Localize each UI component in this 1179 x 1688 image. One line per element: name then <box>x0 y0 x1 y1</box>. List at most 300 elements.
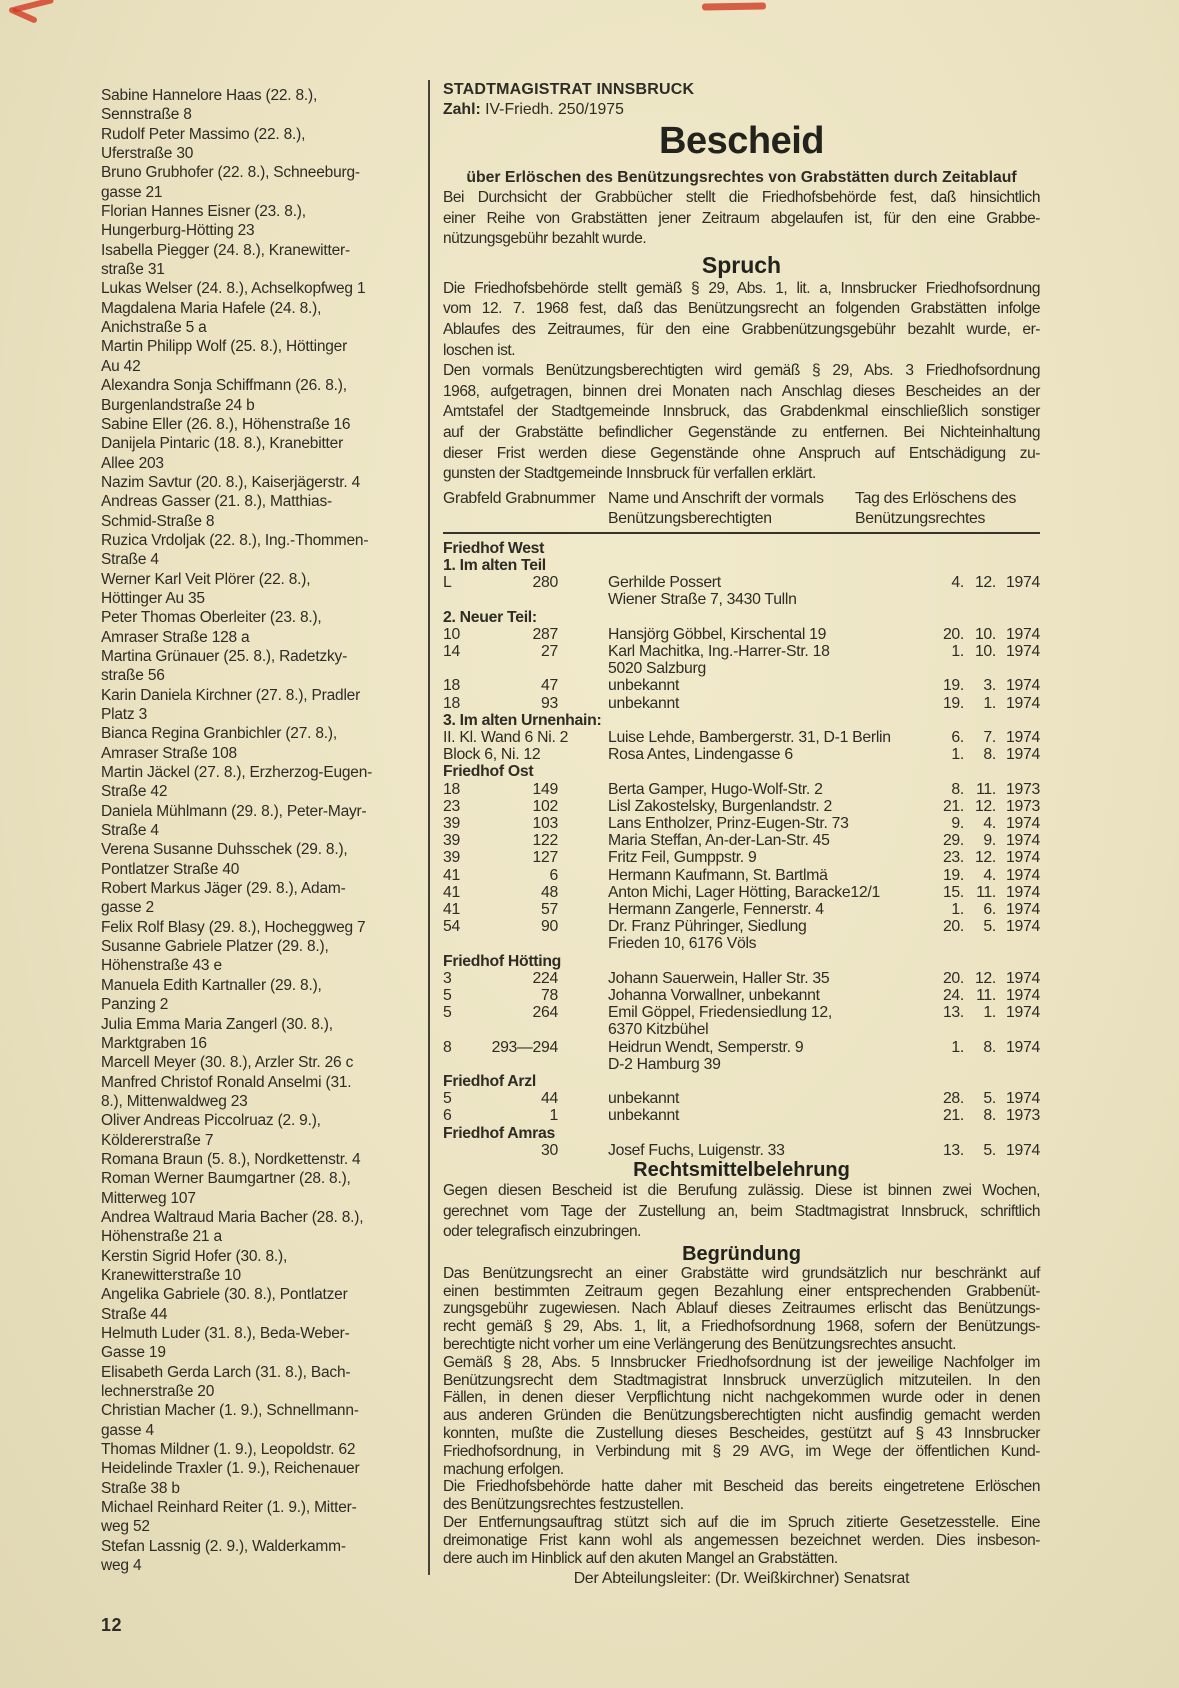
resident-line: Gasse 19 <box>101 1344 166 1362</box>
grabnummer-cell: 264 <box>532 1004 558 1022</box>
resident-line: Sabine Hannelore Haas (22. 8.), <box>101 87 318 104</box>
date-part: 1974 <box>1006 728 1040 746</box>
grave-group-row: Friedhof Ost <box>443 763 534 781</box>
authority-name: STADTMAGISTRAT INNSBRUCK <box>443 81 695 98</box>
grave-row-continuation <box>443 591 1040 608</box>
date-part: 11. <box>976 987 996 1004</box>
grave-row <box>443 987 1040 1004</box>
grave-row <box>443 918 1040 935</box>
paragraph-line: berechtigte nicht vorher um eine Verlängerung des Benützungsrechtes ansucht. <box>443 1336 956 1353</box>
date-part: 8. <box>951 780 964 798</box>
grabnummer-cell <box>483 591 558 608</box>
date-cell <box>920 781 1040 798</box>
resident-line: Pontlatzer Straße 40 <box>101 860 240 878</box>
grabfeld-cell: L <box>443 574 452 592</box>
grabnummer-cell: 90 <box>541 918 558 936</box>
date-part: 1. <box>983 1004 996 1022</box>
date-part: 28. <box>942 1090 964 1108</box>
grabfeld-cell: 5 <box>443 1004 452 1022</box>
date-part: 12. <box>974 797 996 815</box>
resident-line: Manuela Edith Kartnaller (29. 8.), <box>101 976 322 994</box>
grabfeld-cell: 3 <box>443 969 452 987</box>
date-cell <box>920 935 1040 952</box>
grave-row <box>443 1004 1040 1021</box>
signature-line: Der Abteilungsleiter: (Dr. Weißkirchner) Senatsrat <box>573 1570 910 1588</box>
name-cell: Anton Michi, Lager Hötting, Baracke12/1 <box>608 883 880 901</box>
date-part: 1973 <box>1006 1107 1040 1125</box>
grave-location-cell: II. Kl. Wand 6 Ni. 2 <box>443 728 569 746</box>
resident-line: Amraser Straße 108 <box>101 744 237 762</box>
grabfeld-cell: 41 <box>443 900 460 918</box>
grabfeld-cell <box>443 1056 483 1073</box>
resident-line: Amraser Straße 128 a <box>101 628 250 646</box>
name-cell: Luise Lehde, Bambergerstr. 31, D-1 Berlin <box>608 728 891 746</box>
date-part: 21. <box>942 797 964 815</box>
date-cell <box>920 626 1040 643</box>
resident-line: Straße 38 b <box>101 1479 180 1497</box>
begruendung-paragraph-2 <box>443 1354 1040 1479</box>
date-part: 1974 <box>1006 625 1040 643</box>
decree-column <box>443 80 1040 1589</box>
red-pen-mark-dash <box>702 2 766 10</box>
date-part: 12. <box>974 849 996 867</box>
grabnummer-cell: 102 <box>532 797 558 815</box>
resident-line: Höhenstraße 43 e <box>101 957 222 975</box>
date-part: 1974 <box>1006 1141 1040 1159</box>
grave-row <box>443 1039 1040 1056</box>
grabnummer-cell: 57 <box>541 900 558 918</box>
date-cell <box>920 987 1040 1004</box>
date-part: 4. <box>983 814 996 832</box>
date-part: 19. <box>942 694 964 712</box>
grave-row <box>443 901 1040 918</box>
name-cell: Emil Göppel, Friedensiedlung 12, <box>608 1004 832 1022</box>
grabfeld-cell: 14 <box>443 642 460 660</box>
date-part: 1974 <box>1006 642 1040 660</box>
grabnummer-cell: 93 <box>541 694 558 712</box>
date-part: 1974 <box>1006 694 1040 712</box>
grabfeld-cell: 18 <box>443 694 460 712</box>
grave-group-row: 1. Im alten Teil <box>443 556 546 574</box>
grave-table <box>443 540 1040 1159</box>
date-part: 20. <box>942 969 964 987</box>
date-part: 12. <box>974 969 996 987</box>
reference-value: IV-Friedh. 250/1975 <box>485 101 624 118</box>
resident-line: Martin Jäckel (27. 8.), Erzherzog-Eugen- <box>101 764 373 782</box>
date-part: 9. <box>983 832 996 850</box>
resident-line: 8.), Mittenwaldweg 23 <box>101 1092 248 1110</box>
date-cell <box>920 746 1040 763</box>
resident-line: Hungerburg-Hötting 23 <box>101 222 255 240</box>
resident-line: Robert Markus Jäger (29. 8.), Adam- <box>101 880 346 898</box>
grave-row <box>443 574 1040 591</box>
resident-line: Isabella Piegger (24. 8.), Kranewitter- <box>101 241 350 259</box>
grave-row-continuation <box>443 1021 1040 1038</box>
grave-row <box>443 1107 1040 1124</box>
paragraph-line: einer Reihe von Grabstätten jener Zeitraum abgelaufen ist, für den eine Grabbe- <box>443 209 1040 227</box>
date-cell <box>920 574 1040 591</box>
resident-line: Straße 4 <box>101 551 159 569</box>
paragraph-line: loschen ist. <box>443 341 516 359</box>
resident-line: Oliver Andreas Piccolruaz (2. 9.), <box>101 1112 321 1130</box>
resident-list-column <box>101 86 409 1575</box>
grave-row <box>443 781 1040 798</box>
paragraph-line: Ablaufes des Zeitraumes, für den eine Grabbenützungsgebühr bezahlt wurde, er- <box>443 320 1040 338</box>
resident-line: Martin Philipp Wolf (25. 8.), Höttinger <box>101 338 348 356</box>
grabnummer-cell: 122 <box>532 832 558 850</box>
grabnummer-cell: 287 <box>532 625 558 643</box>
resident-line: Allee 203 <box>101 454 164 472</box>
grave-row <box>443 970 1040 987</box>
grabfeld-cell <box>443 660 483 677</box>
resident-line: Sennstraße 8 <box>101 106 192 124</box>
resident-line: Florian Hannes Eisner (23. 8.), <box>101 203 306 221</box>
date-part: 1974 <box>1006 969 1040 987</box>
grave-location-cell: Block 6, Ni. 12 <box>443 746 541 764</box>
date-cell <box>920 867 1040 884</box>
resident-line: Ruzica Vrdoljak (22. 8.), Ing.-Thommen- <box>101 531 369 549</box>
grave-row-continuation <box>443 1056 1040 1073</box>
grave-row <box>443 643 1040 660</box>
paragraph-line: Bei Durchsicht der Grabbücher stellt die Friedhofsbehörde fest, daß hinsichtlich <box>443 189 1040 206</box>
date-part: 1. <box>951 746 964 764</box>
date-part: 1974 <box>1006 1004 1040 1022</box>
section-heading-rechtsmittelbelehrung: Rechtsmittelbelehrung <box>633 1159 850 1182</box>
grabnummer-cell: 47 <box>541 677 558 695</box>
paragraph-line: Benützungsrecht dem Stadtmagistrat Innsbruck unverzüglich mitzuteilen. In den <box>443 1371 1040 1389</box>
resident-line: Martina Grünauer (25. 8.), Radetzky- <box>101 647 348 665</box>
date-part: 3. <box>983 677 996 695</box>
date-cell <box>920 695 1040 712</box>
name-cell: Wiener Straße 7, 3430 Tulln <box>608 591 797 609</box>
header-line: Benützungsrechtes <box>855 509 986 527</box>
grabnummer-cell <box>483 1021 558 1038</box>
date-part: 6. <box>951 728 964 746</box>
grave-row-continuation <box>443 660 1040 677</box>
resident-line: Elisabeth Gerda Larch (31. 8.), Bach- <box>101 1363 351 1381</box>
grabnummer-cell: 78 <box>541 987 558 1004</box>
resident-line: straße 31 <box>101 261 165 279</box>
grabfeld-cell: 5 <box>443 1090 452 1108</box>
date-cell <box>920 798 1040 815</box>
date-part: 29. <box>942 832 964 850</box>
header-line: Name und Anschrift der vormals <box>608 489 824 507</box>
date-part: 1. <box>951 900 964 918</box>
section-heading-spruch: Spruch <box>701 251 782 278</box>
grave-group-row: Friedhof Amras <box>443 1124 555 1142</box>
resident-line: gasse 2 <box>101 899 154 917</box>
grabnummer-cell: 149 <box>532 780 558 798</box>
resident-line: weg 4 <box>101 1557 142 1575</box>
date-cell <box>920 918 1040 935</box>
resident-line: Angelika Gabriele (30. 8.), Pontlatzer <box>101 1286 348 1304</box>
date-part: 8. <box>983 746 996 764</box>
grabnummer-cell <box>483 935 558 952</box>
date-part: 5. <box>983 1090 996 1108</box>
resident-line: Romana Braun (5. 8.), Nordkettenstr. 4 <box>101 1150 361 1168</box>
date-part: 21. <box>942 1107 964 1125</box>
name-cell: Fritz Feil, Gumppstr. 9 <box>608 849 757 867</box>
date-cell <box>920 643 1040 660</box>
date-cell <box>920 849 1040 866</box>
date-cell <box>920 729 1040 746</box>
paragraph-line: machung erfolgen. <box>443 1460 564 1478</box>
reference-label: Zahl: <box>443 101 481 118</box>
resident-line: Uferstraße 30 <box>101 145 194 163</box>
resident-line: Straße 42 <box>101 783 168 801</box>
date-part: 13. <box>942 1004 964 1022</box>
resident-line: Bianca Regina Granbichler (27. 8.), <box>101 725 337 743</box>
grabnummer-cell: 6 <box>549 866 558 884</box>
paragraph-line: auf der Grabstätte befindlicher Gegenstände zu entfernen. Bei Nichteinhaltung <box>443 423 1040 441</box>
name-cell: unbekannt <box>608 1090 680 1108</box>
grabfeld-cell: 10 <box>443 625 460 643</box>
date-cell <box>920 1142 1040 1159</box>
resident-line: Roman Werner Baumgartner (28. 8.), <box>101 1170 351 1188</box>
begruendung-paragraph-1 <box>443 1265 1040 1354</box>
grabfeld-cell: 39 <box>443 814 460 832</box>
date-part: 1974 <box>1006 918 1040 936</box>
date-part: 1974 <box>1006 1038 1040 1056</box>
resident-line: Susanne Gabriele Platzer (29. 8.), <box>101 938 329 956</box>
date-part: 1974 <box>1006 677 1040 695</box>
resident-line: Helmuth Luder (31. 8.), Beda-Weber- <box>101 1325 350 1342</box>
resident-line: Verena Susanne Duhsschek (29. 8.), <box>101 841 348 859</box>
date-part: 1973 <box>1006 797 1040 815</box>
resident-line: Sabine Eller (26. 8.), Höhenstraße 16 <box>101 415 351 433</box>
grabfeld-cell: 5 <box>443 987 452 1004</box>
date-part: 1974 <box>1006 987 1040 1004</box>
resident-line: Danijela Pintaric (18. 8.), Kranebitter <box>101 435 344 453</box>
grabfeld-cell: 6 <box>443 1107 452 1125</box>
date-cell <box>920 901 1040 918</box>
name-cell: unbekannt <box>608 677 680 695</box>
resident-line: Daniela Mühlmann (29. 8.), Peter-Mayr- <box>101 802 367 820</box>
table-header-rule <box>443 532 1040 534</box>
date-cell <box>920 970 1040 987</box>
section-heading-begruendung: Begründung <box>682 1242 801 1265</box>
date-part: 1974 <box>1006 746 1040 764</box>
date-cell <box>920 832 1040 849</box>
date-cell <box>920 591 1040 608</box>
grave-row <box>443 815 1040 832</box>
date-cell <box>920 884 1040 901</box>
date-part: 5. <box>983 918 996 936</box>
grabnummer-cell: 280 <box>532 574 558 592</box>
date-part: 4. <box>983 866 996 884</box>
paragraph-line: Die Friedhofsbehörde stellt gemäß § 29, Abs. 1, lit. a, Innsbrucker Friedhofsordnung <box>443 279 1040 297</box>
resident-line: Burgenlandstraße 24 b <box>101 396 255 414</box>
resident-line: Köldererstraße 7 <box>101 1131 214 1149</box>
paragraph-line: Den vormals Benützungsberechtigten wird gemäß § 29, Abs. 3 Friedhofsordnung <box>443 362 1040 380</box>
paragraph-line: dieser Frist werden diese Gegenstände ohne Anspruch auf Entschädigung zu- <box>443 444 1040 462</box>
paragraph-line: oder telegrafisch einzubringen. <box>443 1223 642 1241</box>
resident-line: Werner Karl Veit Plörer (22. 8.), <box>101 570 311 588</box>
resident-line: Magdalena Maria Hafele (24. 8.), <box>101 299 322 317</box>
name-cell: 6370 Kitzbühel <box>608 1021 709 1039</box>
date-part: 1973 <box>1006 780 1040 798</box>
page-number: 12 <box>101 1615 123 1635</box>
resident-line: Lukas Welser (24. 8.), Achselkopfweg 1 <box>101 280 366 298</box>
paragraph-line: gerechnet vom Tage der Zustellung an, beim Stadtmagistrat Innsbruck, schriftlich <box>443 1202 1040 1220</box>
grave-row <box>443 1090 1040 1107</box>
grave-row <box>443 849 1040 866</box>
paragraph-line: 1968, aufgetragen, binnen drei Monaten nach Anschlag dieses Bescheides an der <box>443 382 1040 400</box>
grabnummer-cell: 1 <box>549 1107 558 1125</box>
grave-row <box>443 695 1040 712</box>
paragraph-line: dere auch im Hinblick auf den akuten Mangel an Grabstätten. <box>443 1549 838 1567</box>
grabfeld-cell <box>443 1142 483 1159</box>
grabnummer-cell: 44 <box>541 1090 558 1108</box>
resident-line: gasse 21 <box>101 183 163 201</box>
grabfeld-cell: 8 <box>443 1038 452 1056</box>
resident-line: Heidelinde Traxler (1. 9.), Reichenauer <box>101 1460 360 1478</box>
paragraph-line: aus anderen Gründen die Benützungsberechtigten nicht ausfindig gemacht werden <box>443 1407 1040 1425</box>
resident-line: Alexandra Sonja Schiffmann (26. 8.), <box>101 377 347 395</box>
resident-line: Peter Thomas Oberleiter (23. 8.), <box>101 609 322 627</box>
grabfeld-cell: 41 <box>443 866 460 884</box>
date-part: 10. <box>974 642 996 660</box>
resident-line: Marktgraben 16 <box>101 1034 207 1052</box>
grave-row <box>443 746 1040 763</box>
paragraph-line: Gemäß § 28, Abs. 5 Innsbrucker Friedhofsordnung ist der jeweilige Nachfolger im <box>443 1353 1040 1371</box>
date-part: 1974 <box>1006 574 1040 592</box>
resident-line: gasse 4 <box>101 1421 154 1439</box>
resident-line: Manfred Christof Ronald Anselmi (31. <box>101 1073 352 1091</box>
resident-line: Andrea Waltraud Maria Bacher (28. 8.), <box>101 1208 364 1226</box>
resident-line: Thomas Mildner (1. 9.), Leopoldstr. 62 <box>101 1441 356 1459</box>
paragraph-line: Friedhofsordnung, in Verbindung mit § 29 AVG, im Wege der öffentlichen Kund- <box>443 1442 1040 1460</box>
date-part: 11. <box>976 780 996 798</box>
paragraph-line: Die Friedhofsbehörde hatte daher mit Bescheid das bereits eingetretene Erlöschen <box>443 1478 1040 1496</box>
resident-line: lechnerstraße 20 <box>101 1383 215 1401</box>
paragraph-line: zungsgebühr zugewiesen. Nach Ablauf dieses Zeitraumes erlischt das Benützungs- <box>443 1300 1040 1318</box>
date-part: 5. <box>983 1141 996 1159</box>
name-cell: unbekannt <box>608 694 680 712</box>
date-part: 6. <box>983 900 996 918</box>
paragraph-line: Fällen, in denen dieser Verpflichtung nicht nachgekommen wurde oder in denen <box>443 1389 1040 1407</box>
date-part: 9. <box>951 814 964 832</box>
resident-line: Bruno Grubhofer (22. 8.), Schneeburg- <box>101 164 360 182</box>
grave-row <box>443 677 1040 694</box>
resident-line: Platz 3 <box>101 706 147 723</box>
date-part: 8. <box>983 1038 996 1056</box>
header-line: Grabfeld Grabnummer <box>443 489 596 507</box>
date-part: 20. <box>942 625 964 643</box>
resident-line: Julia Emma Maria Zangerl (30. 8.), <box>101 1015 333 1033</box>
grave-group-row: 3. Im alten Urnenhain: <box>443 711 602 729</box>
date-part: 7. <box>983 728 996 746</box>
paragraph-line: Amtstafel der Stadtgemeinde Innsbruck, das Grabdenkmal einschließlich sonstiger <box>443 403 1040 421</box>
date-cell <box>920 677 1040 694</box>
date-cell <box>920 1107 1040 1124</box>
grabnummer-cell <box>483 660 558 677</box>
grabfeld-cell: 18 <box>443 780 460 798</box>
resident-line: Rudolf Peter Massimo (22. 8.), <box>101 125 306 143</box>
grave-row <box>443 832 1040 849</box>
grabnummer-cell: 127 <box>532 849 558 867</box>
grave-row <box>443 1142 1040 1159</box>
begruendung-paragraph-4 <box>443 1514 1040 1567</box>
grave-row <box>443 798 1040 815</box>
name-cell: Lans Entholzer, Prinz-Eugen-Str. 73 <box>608 814 849 832</box>
date-part: 19. <box>942 866 964 884</box>
column-divider-rule <box>428 80 430 1575</box>
date-cell <box>920 1039 1040 1056</box>
date-part: 12. <box>974 574 996 592</box>
name-cell: Rosa Antes, Lindengasse 6 <box>608 746 793 764</box>
date-cell <box>920 815 1040 832</box>
date-part: 24. <box>942 987 964 1004</box>
resident-line: Höttinger Au 35 <box>101 589 205 607</box>
header-line: Benützungsberechtigten <box>608 509 772 527</box>
name-cell: 5020 Salzburg <box>608 660 706 678</box>
grabfeld-cell: 39 <box>443 849 460 867</box>
grave-row <box>443 867 1040 884</box>
date-part: 19. <box>942 677 964 695</box>
resident-line: Karin Daniela Kirchner (27. 8.), Pradler <box>101 686 361 704</box>
grabnummer-cell <box>483 1056 558 1073</box>
date-part: 13. <box>942 1141 964 1159</box>
paragraph-line: recht gemäß § 29, Abs. 1, lit, a Friedhofsordnung 1968, sofern der Benützungs- <box>443 1318 1040 1336</box>
date-part: 8. <box>983 1107 996 1125</box>
paragraph-line: Das Benützungsrecht an einer Grabstätte wird grundsätzlich nur beschränkt auf <box>443 1264 1040 1282</box>
header-line: Tag des Erlöschens des <box>855 489 1017 507</box>
paragraph-line: Gegen diesen Bescheid ist die Berufung zulässig. Diese ist binnen zwei Wochen, <box>443 1182 1040 1200</box>
spruch-paragraph-2 <box>443 361 1040 485</box>
date-part: 10. <box>974 625 996 643</box>
name-cell: unbekannt <box>608 1107 680 1125</box>
table-header-grabfeld-grabnummer <box>443 489 608 529</box>
date-part: 1974 <box>1006 849 1040 867</box>
date-part: 15. <box>942 883 964 901</box>
date-part: 23. <box>942 849 964 867</box>
table-header-date <box>855 489 1040 529</box>
name-cell: Johanna Vorwallner, unbekannt <box>608 987 820 1004</box>
name-cell: Hansjörg Göbbel, Kirschental 19 <box>608 625 827 643</box>
date-part: 4. <box>951 574 964 592</box>
date-cell <box>920 1021 1040 1038</box>
grabfeld-cell: 41 <box>443 883 460 901</box>
resident-line: Marcell Meyer (30. 8.), Arzler Str. 26 c <box>101 1054 354 1072</box>
paragraph-line: dreimonatige Frist kann wohl als angemessen bezeichnet werden. Dies insbeson- <box>443 1531 1040 1549</box>
name-cell: Johann Sauerwein, Haller Str. 35 <box>608 969 830 987</box>
date-part: 1974 <box>1006 1090 1040 1108</box>
date-part: 1. <box>951 1038 964 1056</box>
date-cell <box>920 1004 1040 1021</box>
name-cell: Maria Steffan, An-der-Lan-Str. 45 <box>608 832 830 850</box>
paragraph-line: nützungsgebühr bezahlt wurde. <box>443 230 647 248</box>
resident-line: Au 42 <box>101 357 141 375</box>
date-cell <box>920 1090 1040 1107</box>
paragraph-line: Der Entfernungsauftrag stützt sich auf die im Spruch zitierte Gesetzesstelle. Eine <box>443 1513 1040 1531</box>
name-cell: Heidrun Wendt, Semperstr. 9 <box>608 1038 804 1056</box>
intro-paragraph <box>443 188 1040 250</box>
grabnummer-cell: 27 <box>541 642 558 660</box>
reference-number-line <box>443 100 1040 120</box>
grabfeld-cell: 39 <box>443 832 460 850</box>
spruch-paragraph-1 <box>443 279 1040 361</box>
grabfeld-cell: 54 <box>443 918 460 936</box>
date-part: 1974 <box>1006 866 1040 884</box>
grave-row <box>443 626 1040 643</box>
resident-line: Felix Rolf Blasy (29. 8.), Hocheggweg 7 <box>101 918 366 936</box>
resident-line: Christian Macher (1. 9.), Schnellmann- <box>101 1402 359 1420</box>
grave-group-row: Friedhof West <box>443 539 545 557</box>
resident-line: straße 56 <box>101 667 165 685</box>
resident-line: Anichstraße 5 a <box>101 319 207 337</box>
name-cell: Karl Machitka, Ing.-Harrer-Str. 18 <box>608 642 830 660</box>
